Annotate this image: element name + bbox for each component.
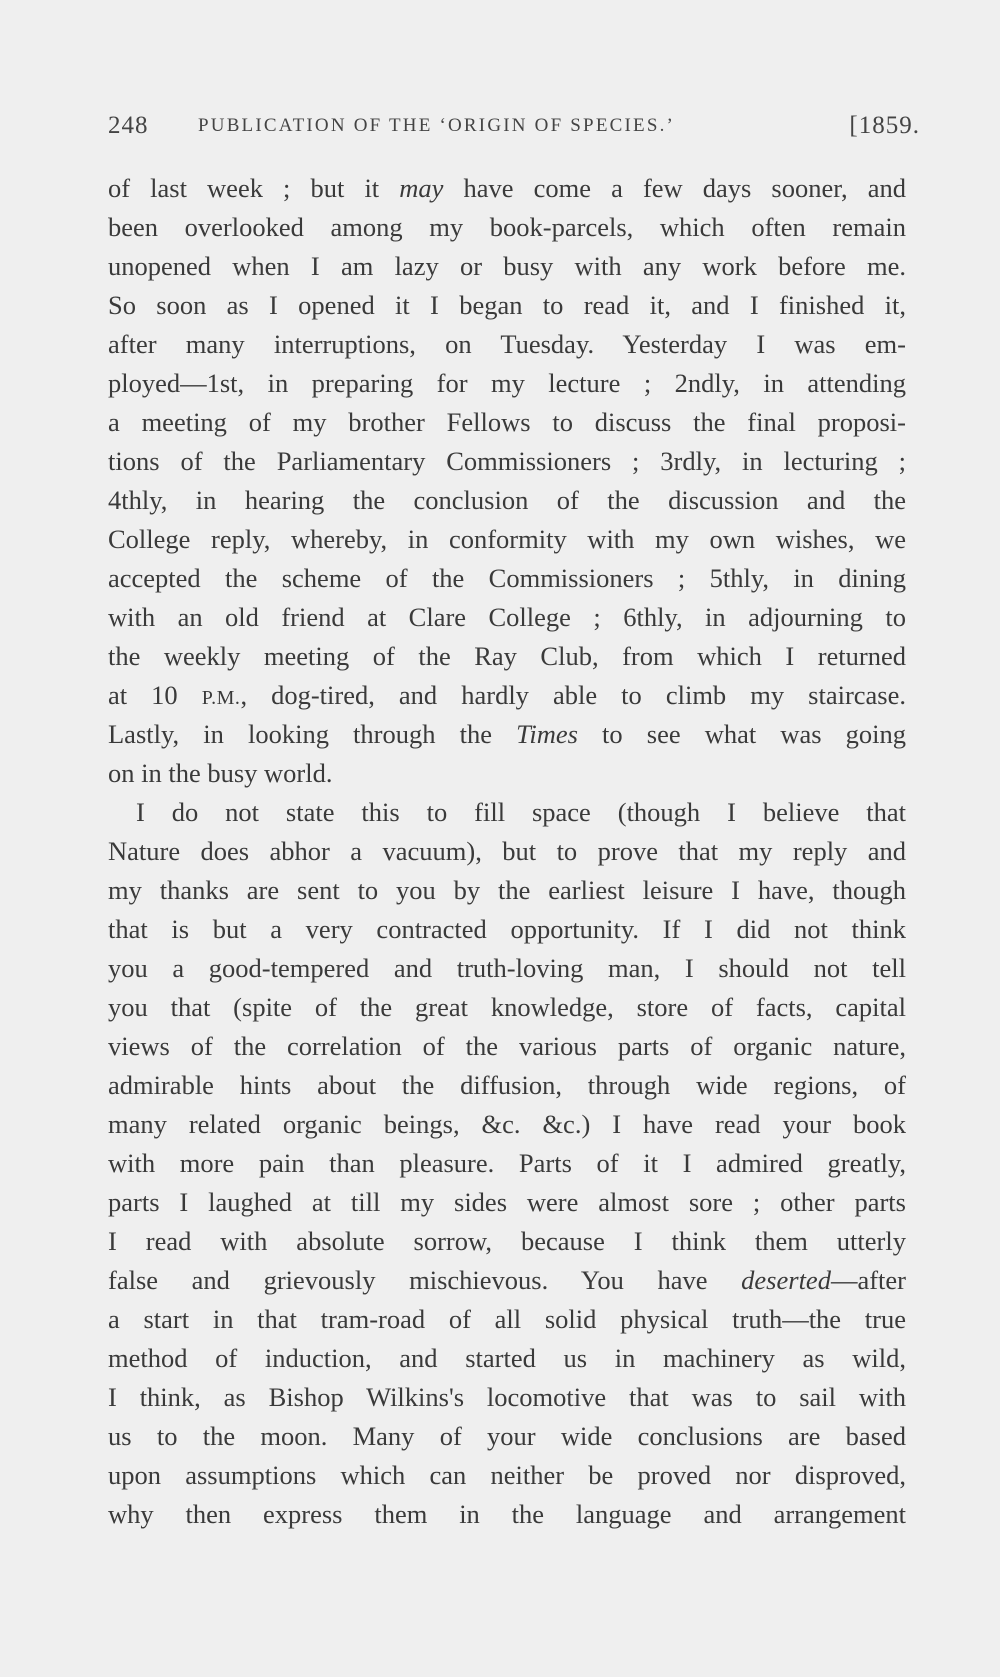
text-line	[108, 1300, 906, 1339]
line-text-pre: Lastly, in looking through the	[108, 719, 517, 749]
text-line	[108, 1456, 906, 1495]
text-line	[108, 676, 906, 715]
text-line	[108, 403, 906, 442]
line-text: College reply, whereby, in conformity with my own wishes, we	[108, 524, 906, 554]
line-text: Nature does abhor a vacuum), but to prove that my reply and	[108, 836, 906, 866]
text-line	[108, 598, 906, 637]
text-line	[108, 988, 906, 1027]
line-text: tions of the Parliamentary Commissioners ; 3rdly, in lecturing ;	[108, 446, 906, 476]
text-line	[108, 715, 906, 754]
italic-word: Times	[516, 719, 578, 749]
line-text: why then express them in the language and arrangement	[108, 1499, 906, 1529]
line-text: on in the busy world.	[108, 758, 333, 788]
italic-word: may	[399, 173, 444, 203]
text-line	[108, 520, 906, 559]
small-caps-text: P.M.	[201, 687, 241, 709]
line-text: with an old friend at Clare College ; 6thly, in adjourning to	[108, 602, 906, 632]
text-line	[108, 481, 906, 520]
line-text: after many interruptions, on Tuesday. Yesterday I was em-	[108, 329, 906, 359]
text-line	[108, 559, 906, 598]
line-text: a meeting of my brother Fellows to discuss the final proposi-	[108, 407, 906, 437]
text-line	[108, 1066, 906, 1105]
text-line	[108, 1105, 906, 1144]
line-text: that is but a very contracted opportunity. If I did not think	[108, 914, 906, 944]
text-line	[108, 754, 906, 793]
line-text: been overlooked among my book-parcels, which often remain	[108, 212, 906, 242]
text-line	[108, 1339, 906, 1378]
text-line	[108, 637, 906, 676]
italic-word: deserted	[741, 1265, 831, 1295]
text-line	[108, 1417, 906, 1456]
header-year: [1859.	[849, 112, 920, 139]
line-text-post: have come a few days sooner, and	[443, 173, 906, 203]
text-line	[108, 793, 906, 832]
text-line	[108, 286, 906, 325]
line-text: us to the moon. Many of your wide conclusions are based	[108, 1421, 906, 1451]
line-text-post: to see what was going	[577, 719, 906, 749]
text-line	[108, 169, 906, 208]
line-text: parts I laughed at till my sides were almost sore ; other parts	[108, 1187, 906, 1217]
line-text: I read with absolute sorrow, because I think them utterly	[108, 1226, 906, 1256]
line-text: admirable hints about the diffusion, through wide regions, of	[108, 1070, 906, 1100]
text-line	[108, 1261, 906, 1300]
text-line	[108, 910, 906, 949]
running-title: PUBLICATION OF THE ‘ORIGIN OF SPECIES.’	[198, 115, 676, 136]
text-line	[108, 442, 906, 481]
line-text: you that (spite of the great knowledge, store of facts, capital	[108, 992, 906, 1022]
line-text: with more pain than pleasure. Parts of it I admired greatly,	[108, 1148, 906, 1178]
line-text: method of induction, and started us in machinery as wild,	[108, 1343, 906, 1373]
line-text: views of the correlation of the various parts of organic nature,	[108, 1031, 906, 1061]
line-text: many related organic beings, &c. &c.) I have read your book	[108, 1109, 906, 1139]
text-line	[108, 1378, 906, 1417]
line-text-pre: at 10	[108, 680, 202, 710]
line-text: ployed—1st, in preparing for my lecture ; 2ndly, in attending	[108, 368, 906, 398]
text-line	[108, 1222, 906, 1261]
line-text-pre: false and grievously mischievous. You have	[108, 1265, 742, 1295]
text-line	[108, 1495, 906, 1534]
line-text: I think, as Bishop Wilkins's locomotive that was to sail with	[108, 1382, 906, 1412]
body-text	[108, 169, 906, 1534]
line-text: my thanks are sent to you by the earliest leisure I have, though	[108, 875, 906, 905]
line-text: unopened when I am lazy or busy with any work before me.	[108, 251, 906, 281]
line-text: So soon as I opened it I began to read it, and I finished it,	[108, 290, 906, 320]
line-text: 4thly, in hearing the conclusion of the discussion and the	[108, 485, 906, 515]
text-line	[108, 832, 906, 871]
text-line	[108, 208, 906, 247]
text-line	[108, 1183, 906, 1222]
line-text-pre: of last week ; but it	[108, 173, 400, 203]
running-header	[108, 106, 920, 146]
line-text: a start in that tram-road of all solid physical truth—the true	[108, 1304, 906, 1334]
line-text: upon assumptions which can neither be proved nor disproved,	[108, 1460, 906, 1490]
text-line	[108, 1027, 906, 1066]
line-text-post: , dog-tired, and hardly able to climb my staircase.	[240, 680, 906, 710]
line-text: the weekly meeting of the Ray Club, from which I returned	[108, 641, 906, 671]
line-text-post: —after	[830, 1265, 906, 1295]
text-line	[108, 325, 906, 364]
text-line	[108, 871, 906, 910]
text-line	[108, 949, 906, 988]
line-text: I do not state this to fill space (though I believe that	[136, 797, 906, 827]
line-text: you a good-tempered and truth-loving man, I should not tell	[108, 953, 906, 983]
text-line	[108, 1144, 906, 1183]
text-line	[108, 247, 906, 286]
text-line	[108, 364, 906, 403]
line-text: accepted the scheme of the Commissioners ; 5thly, in dining	[108, 563, 906, 593]
page-number: 248	[108, 112, 149, 139]
